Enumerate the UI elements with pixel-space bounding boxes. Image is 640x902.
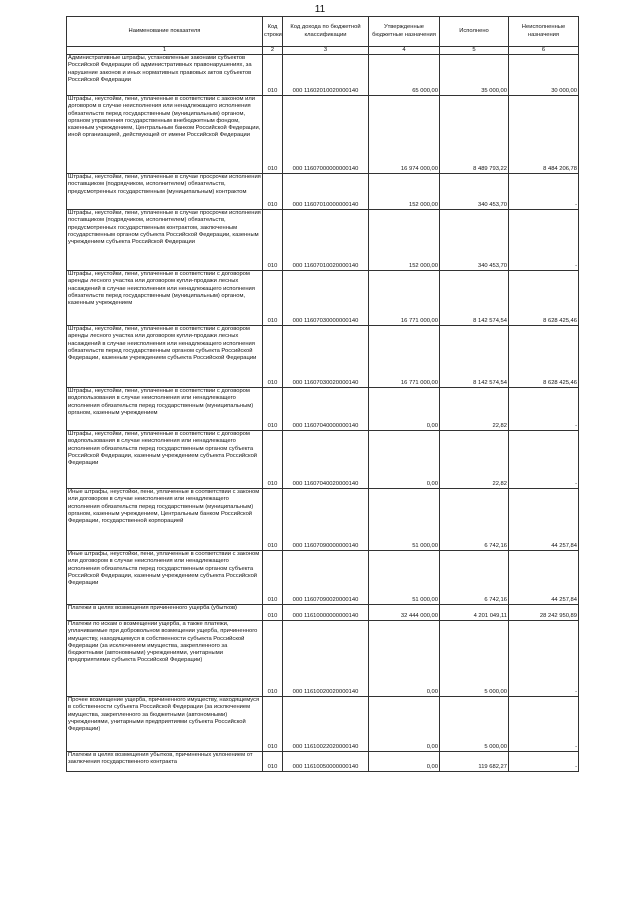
column-header-line-code: Код строки: [263, 17, 283, 47]
row-line-code: 010: [263, 326, 283, 388]
column-number: 3: [283, 47, 369, 55]
row-income-code: 000 11602010020000140: [283, 55, 369, 96]
table-row: [67, 431, 579, 489]
row-name: Штрафы, неустойки, пени, уплаченные в случае просрочки исполнения поставщиком (подрядчиком, исполнителем) обязательств, предусмотренных государственным (муниципальным) контрактом: [67, 174, 263, 210]
row-approved: 16 771 000,00: [369, 326, 440, 388]
row-income-code: 000 11607040020000140: [283, 431, 369, 489]
row-approved: 152 000,00: [369, 174, 440, 210]
row-executed: 5 000,00: [440, 621, 509, 697]
row-income-code: 000 11607010020000140: [283, 210, 369, 271]
row-name: Платежи в целях возмещения причиненного ущерба (убытков): [67, 605, 263, 621]
row-executed: 340 453,70: [440, 174, 509, 210]
row-unexecuted: 44 257,84: [509, 489, 579, 551]
row-income-code: 000 11607040000000140: [283, 388, 369, 431]
row-executed: 22,82: [440, 388, 509, 431]
row-income-code: 000 11610020020000140: [283, 621, 369, 697]
table-row: [67, 210, 579, 271]
row-line-code: 010: [263, 431, 283, 489]
row-name: Штрафы, неустойки, пени, уплаченные в соответствии с договором водопользования в случае неисполнения или ненадлежащего исполнения обязательств перед государственным (муниципальным) органом, казенным учреждением: [67, 388, 263, 431]
table-header-row: [67, 17, 579, 47]
row-unexecuted: 8 484 206,78: [509, 96, 579, 174]
table-row: [67, 96, 579, 174]
column-number: 5: [440, 47, 509, 55]
row-line-code: 010: [263, 388, 283, 431]
row-name: Штрафы, неустойки, пени, уплаченные в соответствии с договором водопользования в случае неисполнения или ненадлежащего исполнения обязательств перед государственным органом субъекта Российской Федерации, казенным учреждением субъекта Российской Федерации: [67, 431, 263, 489]
row-approved: 0,00: [369, 431, 440, 489]
row-income-code: 000 11607010000000140: [283, 174, 369, 210]
row-executed: 8 489 793,22: [440, 96, 509, 174]
row-line-code: 010: [263, 697, 283, 752]
row-executed: 8 142 574,54: [440, 271, 509, 326]
table-row: [67, 621, 579, 697]
row-line-code: 010: [263, 55, 283, 96]
budget-execution-table: [66, 16, 579, 772]
row-income-code: 000 11607090000000140: [283, 489, 369, 551]
row-unexecuted: 8 628 425,46: [509, 271, 579, 326]
row-unexecuted: -: [509, 388, 579, 431]
row-income-code: 000 11610000000000140: [283, 605, 369, 621]
row-unexecuted: 44 257,84: [509, 551, 579, 605]
row-name: Иные штрафы, неустойки, пени, уплаченные в соответствии с законом или договором в случае неисполнения или ненадлежащего исполнения обязательств перед государственным органом субъекта Российской Федерации, казенным учреждением субъекта Российской Федерации: [67, 551, 263, 605]
table-row: [67, 551, 579, 605]
row-unexecuted: 28 242 950,89: [509, 605, 579, 621]
row-approved: 0,00: [369, 621, 440, 697]
row-name: Платежи по искам о возмещении ущерба, а также платежи, уплачиваемые при добровольном возмещении ущерба, причиненного имуществу, находящемуся в собственности субъекта Российской Федерации (за исключением имущества, закрепленного за бюджетными (автономными) учреждениями, унитарными предприятиями субъекта Российской Федерации): [67, 621, 263, 697]
row-executed: 6 742,16: [440, 551, 509, 605]
row-approved: 51 000,00: [369, 489, 440, 551]
row-approved: 0,00: [369, 388, 440, 431]
row-income-code: 000 11610022020000140: [283, 697, 369, 752]
column-header-income-code: Код дохода по бюджетной классификации: [283, 17, 369, 47]
row-approved: 51 000,00: [369, 551, 440, 605]
row-income-code: 000 11607090020000140: [283, 551, 369, 605]
row-unexecuted: -: [509, 431, 579, 489]
row-approved: 16 974 000,00: [369, 96, 440, 174]
table-row: [67, 174, 579, 210]
row-line-code: 010: [263, 210, 283, 271]
row-executed: 8 142 574,54: [440, 326, 509, 388]
row-line-code: 010: [263, 551, 283, 605]
row-name: Штрафы, неустойки, пени, уплаченные в соответствии с договором аренды лесного участка или договором купли-продажи лесных насаждений в случае неисполнения или ненадлежащего исполнения обязательств перед государственным (муниципальным) органом, казенным учреждением: [67, 271, 263, 326]
row-approved: 0,00: [369, 697, 440, 752]
row-unexecuted: -: [509, 697, 579, 752]
row-name: Платежи в целях возмещения убытков, причиненных уклонением от заключения государственного контракта: [67, 752, 263, 772]
table-row: [67, 326, 579, 388]
row-approved: 0,00: [369, 752, 440, 772]
row-unexecuted: -: [509, 210, 579, 271]
row-name: Прочее возмещение ущерба, причиненного имуществу, находящемуся в собственности субъекта Российской Федерации (за исключением имущества, закрепленного за бюджетными (автономными) учреждениями, унитарными предприятиями субъекта Российской Федерации): [67, 697, 263, 752]
table-row: [67, 55, 579, 96]
row-line-code: 010: [263, 752, 283, 772]
row-executed: 35 000,00: [440, 55, 509, 96]
table-row: [67, 697, 579, 752]
row-name: Иные штрафы, неустойки, пени, уплаченные в соответствии с законом или договором в случае неисполнения или ненадлежащего исполнения обязательств перед государственным (муниципальным) органом, казенным учреждением, Центральным банком Российской Федерации, государственной корпорацией: [67, 489, 263, 551]
row-unexecuted: -: [509, 621, 579, 697]
column-number: 2: [263, 47, 283, 55]
row-income-code: 000 11607030000000140: [283, 271, 369, 326]
row-line-code: 010: [263, 605, 283, 621]
column-header-unexecuted: Неисполненные назначения: [509, 17, 579, 47]
row-line-code: 010: [263, 174, 283, 210]
row-executed: 6 742,16: [440, 489, 509, 551]
table-row: [67, 489, 579, 551]
row-line-code: 010: [263, 96, 283, 174]
row-income-code: 000 11607030020000140: [283, 326, 369, 388]
row-executed: 5 000,00: [440, 697, 509, 752]
row-approved: 16 771 000,00: [369, 271, 440, 326]
column-number: 1: [67, 47, 263, 55]
row-name: Штрафы, неустойки, пени, уплаченные в случае просрочки исполнения поставщиком (подрядчиком, исполнителем) обязательств, предусмотренных государственным контрактом, заключенным государственным органом субъекта Российской Федерации, казенным учреждением субъекта Российской Федерации: [67, 210, 263, 271]
column-header-approved: Утвержденные бюджетные назначения: [369, 17, 440, 47]
column-number: 4: [369, 47, 440, 55]
table-row: [67, 752, 579, 772]
row-approved: 152 000,00: [369, 210, 440, 271]
row-name: Штрафы, неустойки, пени, уплаченные в соответствии с договором аренды лесного участка или договором купли-продажи лесных насаждений в случае неисполнения или ненадлежащего исполнения обязательств перед государственным органом субъекта Российской Федерации, казенным учреждением субъекта Российской Федерации: [67, 326, 263, 388]
row-line-code: 010: [263, 621, 283, 697]
column-number: 6: [509, 47, 579, 55]
row-unexecuted: 8 628 425,46: [509, 326, 579, 388]
row-income-code: 000 11610050000000140: [283, 752, 369, 772]
row-unexecuted: -: [509, 752, 579, 772]
column-number-row: [67, 47, 579, 55]
row-unexecuted: -: [509, 174, 579, 210]
row-executed: 4 201 049,11: [440, 605, 509, 621]
row-approved: 65 000,00: [369, 55, 440, 96]
table-row: [67, 605, 579, 621]
row-income-code: 000 11607000000000140: [283, 96, 369, 174]
row-executed: 22,82: [440, 431, 509, 489]
column-header-name: Наименование показателя: [67, 17, 263, 47]
row-executed: 340 453,70: [440, 210, 509, 271]
row-approved: 32 444 000,00: [369, 605, 440, 621]
table-row: [67, 388, 579, 431]
row-line-code: 010: [263, 271, 283, 326]
row-name: Административные штрафы, установленные законами субъектов Российской Федерации об административных правонарушениях, за нарушение законов и иных нормативных правовых актов субъектов Российской Федерации: [67, 55, 263, 96]
page-number: 11: [314, 4, 326, 15]
row-line-code: 010: [263, 489, 283, 551]
row-unexecuted: 30 000,00: [509, 55, 579, 96]
row-name: Штрафы, неустойки, пени, уплаченные в соответствии с законом или договором в случае неисполнения или ненадлежащего исполнения обязательств перед государственным (муниципальным) органом, органом управления государственным внебюджетным фондом, казенным учреждением, Центральным банком Российской Федерации, иной организацией, действующей от имени Российской Федерации: [67, 96, 263, 174]
row-executed: 119 682,27: [440, 752, 509, 772]
table-row: [67, 271, 579, 326]
column-header-executed: Исполнено: [440, 17, 509, 47]
